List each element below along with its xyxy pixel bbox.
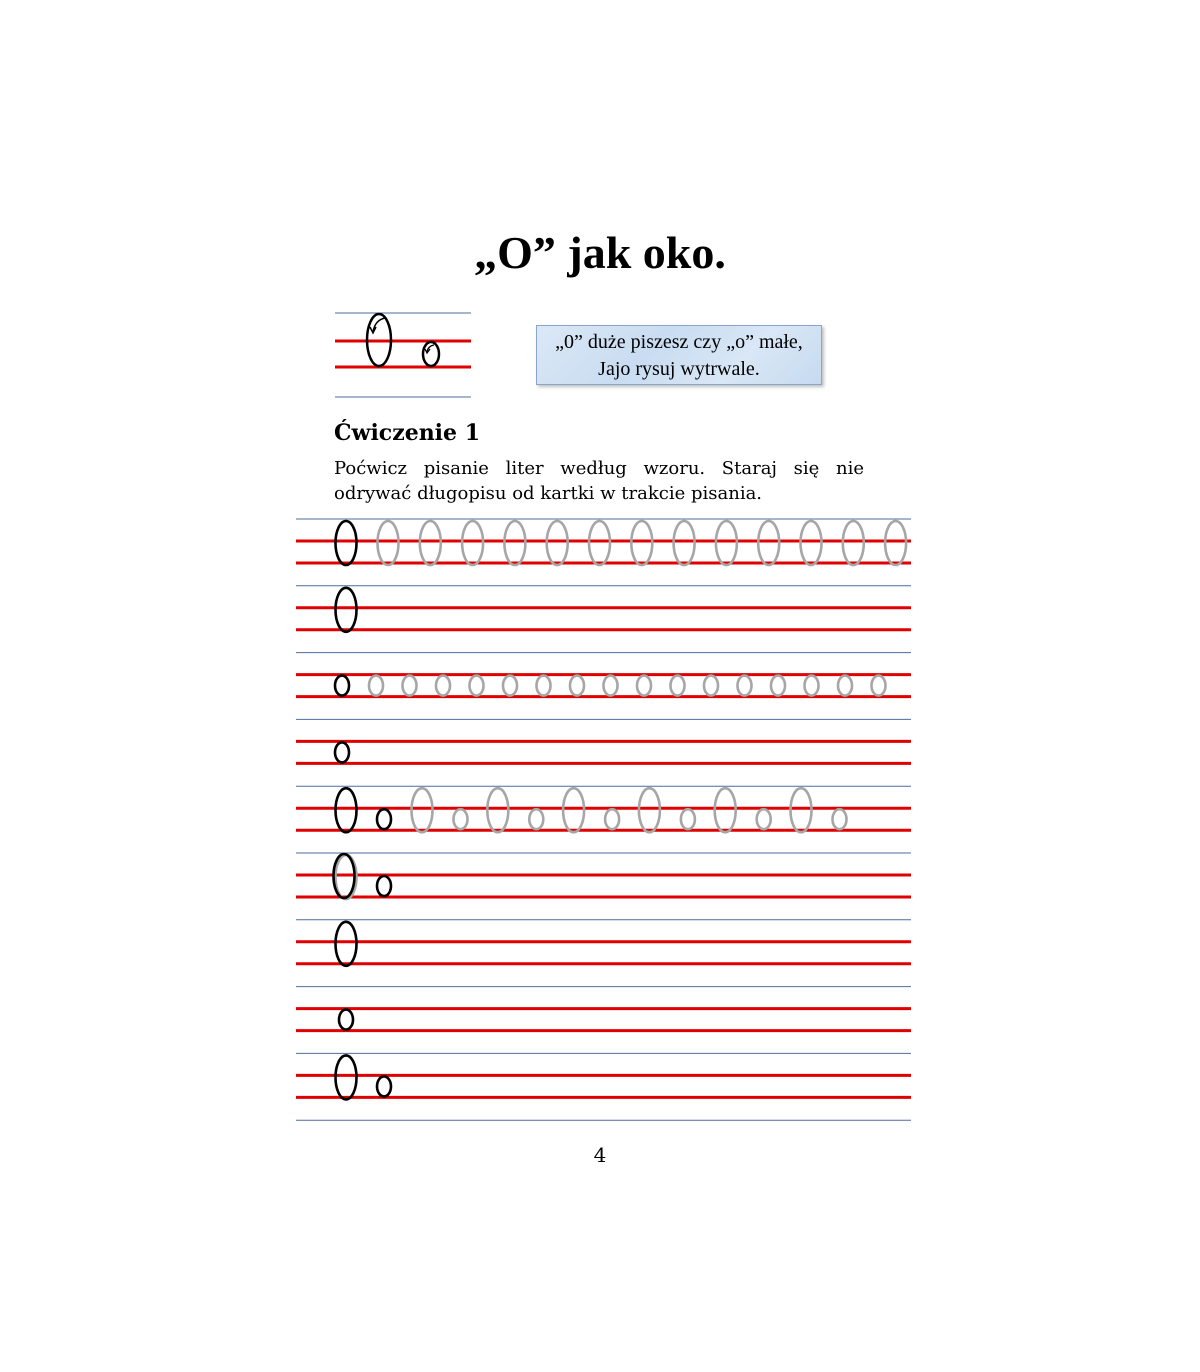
capital-o-trace xyxy=(885,521,906,565)
capital-o-trace xyxy=(563,788,584,832)
small-o-trace xyxy=(805,676,819,696)
capital-o-trace xyxy=(487,788,508,832)
page-title: „O” jak oko. xyxy=(474,227,726,278)
capital-o-trace xyxy=(674,521,695,565)
small-o-model xyxy=(377,876,391,896)
small-o-trace xyxy=(704,676,718,696)
small-o-trace xyxy=(454,809,468,829)
page-number: 4 xyxy=(593,1143,607,1167)
capital-o-trace xyxy=(715,788,736,832)
capital-o-trace xyxy=(716,521,737,565)
small-o-trace xyxy=(757,809,771,829)
capital-o-trace xyxy=(791,788,812,832)
small-o-trace xyxy=(738,676,752,696)
capital-o-model xyxy=(336,1055,357,1099)
capital-o-trace xyxy=(589,521,610,565)
small-o-model xyxy=(377,809,391,829)
capital-o-trace xyxy=(504,521,525,565)
small-o-trace xyxy=(403,676,417,696)
capital-o-trace xyxy=(843,521,864,565)
small-o-trace xyxy=(537,676,551,696)
small-o-trace xyxy=(604,676,618,696)
capital-o-trace xyxy=(801,521,822,565)
small-o-trace xyxy=(529,809,543,829)
exercise-instructions: Poćwicz pisanie liter według wzoru. Staraj się nie odrywać długopisu od kartki w trakcie pisania. xyxy=(334,458,864,504)
small-o-trace xyxy=(671,676,685,696)
small-o-model xyxy=(339,1010,353,1030)
small-o-model xyxy=(377,1076,391,1096)
small-o-trace xyxy=(771,676,785,696)
small-o-trace xyxy=(570,676,584,696)
capital-o-trace xyxy=(462,521,483,565)
capital-o-trace xyxy=(420,521,441,565)
small-o-trace xyxy=(838,676,852,696)
small-o-trace xyxy=(833,809,847,829)
small-o-trace xyxy=(436,676,450,696)
capital-o-trace xyxy=(631,521,652,565)
capital-o-model xyxy=(336,922,357,966)
small-o-trace xyxy=(637,676,651,696)
capital-o-trace xyxy=(758,521,779,565)
small-o-trace xyxy=(605,809,619,829)
exercise-title: Ćwiczenie 1 xyxy=(334,420,481,446)
capital-o-model xyxy=(336,521,357,565)
small-o-trace xyxy=(872,676,886,696)
capital-o-model xyxy=(336,588,357,632)
small-o-trace xyxy=(369,676,383,696)
capital-o-model xyxy=(336,788,357,832)
capital-o-trace xyxy=(378,521,399,565)
small-o-trace xyxy=(503,676,517,696)
capital-o-trace xyxy=(412,788,433,832)
small-o-trace xyxy=(470,676,484,696)
rhyme-line-2: Jajo rysuj wytrwale. xyxy=(598,358,760,380)
small-o-model xyxy=(335,742,349,762)
small-o-trace xyxy=(681,809,695,829)
rhyme-line-1: „0” duże piszesz czy „o” małe, xyxy=(555,331,803,353)
capital-o-trace xyxy=(547,521,568,565)
small-o-model xyxy=(335,676,349,696)
capital-o-trace xyxy=(639,788,660,832)
